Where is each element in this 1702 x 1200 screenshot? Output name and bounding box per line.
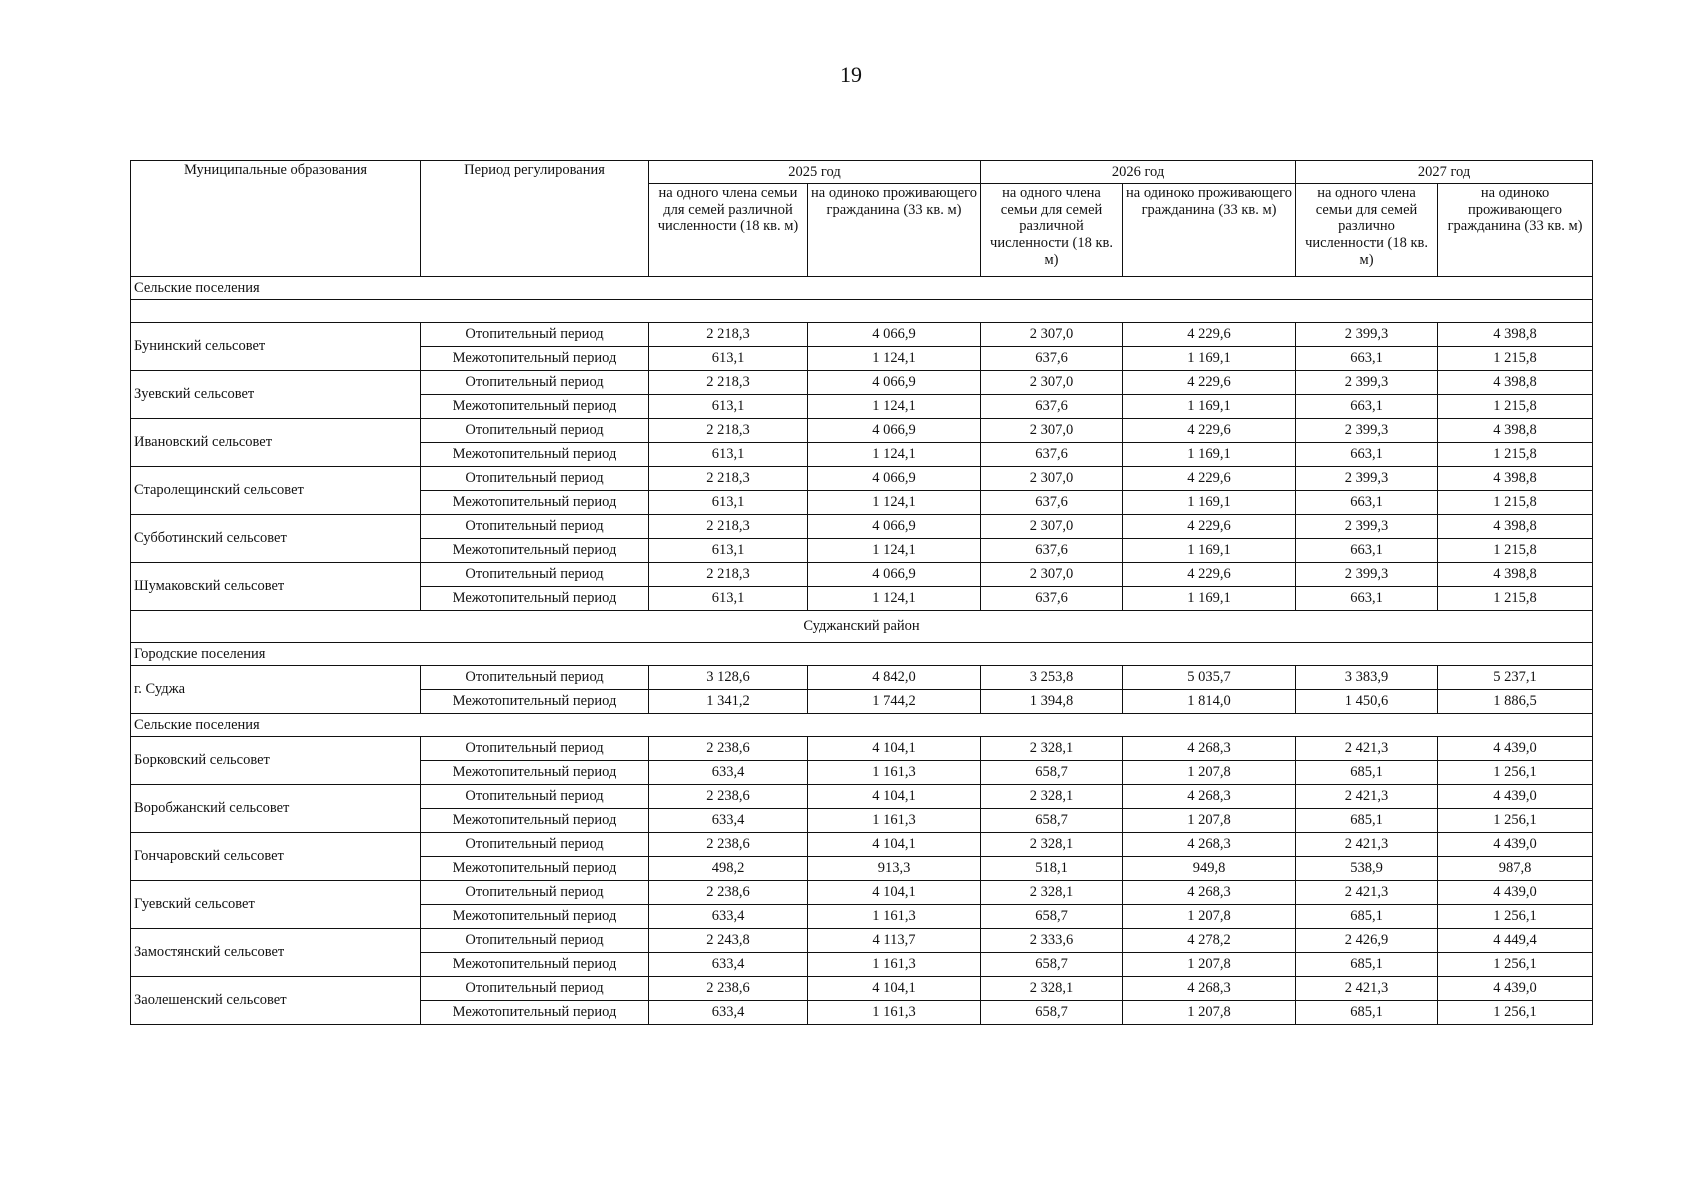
value-cell: 4 229,6 [1123,515,1296,539]
group-row [131,714,1593,737]
value-cell: 4 398,8 [1438,563,1593,587]
value-cell: 2 218,3 [649,371,808,395]
header-year-2025: 2025 год [649,161,981,184]
period-label: Межотопительный период [421,857,649,881]
value-cell: 4 439,0 [1438,977,1593,1001]
value-cell: 2 399,3 [1296,371,1438,395]
value-cell: 613,1 [649,347,808,371]
value-cell: 1 207,8 [1123,953,1296,977]
value-cell: 633,4 [649,761,808,785]
value-cell: 663,1 [1296,491,1438,515]
value-cell: 613,1 [649,395,808,419]
value-cell: 1 215,8 [1438,347,1593,371]
page-number: 19 [840,62,862,87]
value-cell: 1 886,5 [1438,690,1593,714]
value-cell: 5 237,1 [1438,666,1593,690]
period-label: Отопительный период [421,467,649,491]
value-cell: 4 398,8 [1438,323,1593,347]
value-cell: 685,1 [1296,953,1438,977]
value-cell: 613,1 [649,539,808,563]
value-cell: 2 399,3 [1296,563,1438,587]
period-label: Отопительный период [421,666,649,690]
value-cell: 2 307,0 [981,419,1123,443]
municipality-name: Замостянский сельсовет [131,929,421,977]
value-cell: 4 398,8 [1438,515,1593,539]
value-cell: 949,8 [1123,857,1296,881]
municipality-name: Воробжанский сельсовет [131,785,421,833]
value-cell: 2 307,0 [981,467,1123,491]
value-cell: 2 238,6 [649,785,808,809]
value-cell: 1 207,8 [1123,1001,1296,1025]
value-cell: 4 449,4 [1438,929,1593,953]
value-cell: 4 104,1 [808,881,981,905]
value-cell: 658,7 [981,761,1123,785]
value-cell: 1 124,1 [808,443,981,467]
value-cell: 3 383,9 [1296,666,1438,690]
value-cell: 1 256,1 [1438,953,1593,977]
period-label: Отопительный период [421,977,649,1001]
header-sub-column: на одиноко проживающего гражданина (33 кв. м) [808,184,981,277]
value-cell: 1 207,8 [1123,809,1296,833]
period-label: Отопительный период [421,563,649,587]
value-cell: 4 229,6 [1123,467,1296,491]
value-cell: 1 124,1 [808,395,981,419]
value-cell: 663,1 [1296,587,1438,611]
value-cell: 1 256,1 [1438,905,1593,929]
value-cell: 663,1 [1296,539,1438,563]
value-cell: 633,4 [649,953,808,977]
table-header [131,161,1593,277]
period-label: Отопительный период [421,419,649,443]
municipality-name: Заолешенский сельсовет [131,977,421,1025]
value-cell: 1 207,8 [1123,761,1296,785]
value-cell: 4 842,0 [808,666,981,690]
value-cell: 518,1 [981,857,1123,881]
value-cell: 1 450,6 [1296,690,1438,714]
value-cell: 4 439,0 [1438,737,1593,761]
value-cell: 4 229,6 [1123,563,1296,587]
value-cell: 2 399,3 [1296,515,1438,539]
value-cell: 1 256,1 [1438,761,1593,785]
value-cell: 637,6 [981,395,1123,419]
value-cell: 2 307,0 [981,563,1123,587]
table-row [131,833,1593,857]
value-cell: 637,6 [981,539,1123,563]
value-cell: 1 169,1 [1123,395,1296,419]
group-row [131,277,1593,300]
district-row [131,611,1593,643]
table-row [131,737,1593,761]
value-cell: 1 161,3 [808,905,981,929]
header-sub-column: на одного члена семьи для семей различной численности (18 кв. м) [981,184,1123,277]
value-cell: 2 328,1 [981,737,1123,761]
value-cell: 4 268,3 [1123,977,1296,1001]
value-cell: 1 124,1 [808,587,981,611]
value-cell: 2 307,0 [981,371,1123,395]
value-cell: 4 398,8 [1438,467,1593,491]
value-cell: 1 814,0 [1123,690,1296,714]
value-cell: 2 218,3 [649,515,808,539]
period-label: Межотопительный период [421,809,649,833]
value-cell: 2 328,1 [981,977,1123,1001]
table-row [131,977,1593,1001]
value-cell: 538,9 [1296,857,1438,881]
period-label: Отопительный период [421,515,649,539]
value-cell: 685,1 [1296,1001,1438,1025]
value-cell: 663,1 [1296,443,1438,467]
period-label: Отопительный период [421,929,649,953]
value-cell: 685,1 [1296,809,1438,833]
value-cell: 613,1 [649,443,808,467]
municipality-name: г. Суджа [131,666,421,714]
period-label: Межотопительный период [421,443,649,467]
header-sub-column: на одного члена семьи для семей различно численности (18 кв. м) [1296,184,1438,277]
group-row [131,643,1593,666]
value-cell: 2 218,3 [649,467,808,491]
group-title: Городские поселения [131,643,1593,666]
header-sub-column: на одиноко проживающего гражданина (33 кв. м) [1438,184,1593,277]
value-cell: 4 066,9 [808,323,981,347]
table-row [131,929,1593,953]
value-cell: 1 161,3 [808,809,981,833]
value-cell: 1 169,1 [1123,491,1296,515]
value-cell: 4 066,9 [808,563,981,587]
value-cell: 2 307,0 [981,515,1123,539]
value-cell: 4 066,9 [808,419,981,443]
value-cell: 4 439,0 [1438,785,1593,809]
period-label: Межотопительный период [421,347,649,371]
value-cell: 1 169,1 [1123,539,1296,563]
value-cell: 498,2 [649,857,808,881]
period-label: Межотопительный период [421,491,649,515]
period-label: Отопительный период [421,737,649,761]
value-cell: 2 328,1 [981,881,1123,905]
value-cell: 2 421,3 [1296,785,1438,809]
value-cell: 1 215,8 [1438,395,1593,419]
table-body [131,277,1593,1025]
municipality-name: Гончаровский сельсовет [131,833,421,881]
value-cell: 1 124,1 [808,539,981,563]
value-cell: 4 278,2 [1123,929,1296,953]
period-label: Отопительный период [421,371,649,395]
value-cell: 1 394,8 [981,690,1123,714]
value-cell: 2 243,8 [649,929,808,953]
header-municipality: Муниципальные образования [131,161,421,277]
municipality-name: Борковский сельсовет [131,737,421,785]
municipality-name: Субботинский сельсовет [131,515,421,563]
value-cell: 633,4 [649,1001,808,1025]
value-cell: 4 229,6 [1123,323,1296,347]
period-label: Отопительный период [421,323,649,347]
period-label: Межотопительный период [421,1001,649,1025]
value-cell: 5 035,7 [1123,666,1296,690]
header-year-2026: 2026 год [981,161,1296,184]
table-row [131,467,1593,491]
value-cell: 4 268,3 [1123,833,1296,857]
value-cell: 1 744,2 [808,690,981,714]
value-cell: 4 398,8 [1438,371,1593,395]
municipality-name: Зуевский сельсовет [131,371,421,419]
table-row [131,371,1593,395]
value-cell: 2 399,3 [1296,467,1438,491]
value-cell: 2 238,6 [649,977,808,1001]
value-cell: 658,7 [981,809,1123,833]
value-cell: 1 341,2 [649,690,808,714]
municipality-name: Ивановский сельсовет [131,419,421,467]
value-cell: 3 253,8 [981,666,1123,690]
table-row [131,785,1593,809]
district-title: Суджанский район [131,611,1593,643]
value-cell: 3 128,6 [649,666,808,690]
header-sub-column: на одного члена семьи для семей различной численности (18 кв. м) [649,184,808,277]
value-cell: 1 215,8 [1438,539,1593,563]
value-cell: 4 398,8 [1438,419,1593,443]
value-cell: 2 333,6 [981,929,1123,953]
value-cell: 1 124,1 [808,347,981,371]
period-label: Отопительный период [421,833,649,857]
value-cell: 1 161,3 [808,953,981,977]
value-cell: 1 215,8 [1438,587,1593,611]
value-cell: 633,4 [649,809,808,833]
table-row [131,419,1593,443]
value-cell: 4 268,3 [1123,881,1296,905]
value-cell: 658,7 [981,905,1123,929]
value-cell: 658,7 [981,1001,1123,1025]
period-label: Межотопительный период [421,395,649,419]
period-label: Межотопительный период [421,587,649,611]
value-cell: 2 307,0 [981,323,1123,347]
value-cell: 1 124,1 [808,491,981,515]
table-row [131,881,1593,905]
value-cell: 4 104,1 [808,785,981,809]
value-cell: 2 238,6 [649,881,808,905]
group-title: Сельские поселения [131,277,1593,300]
table-row [131,323,1593,347]
value-cell: 1 161,3 [808,761,981,785]
value-cell: 4 104,1 [808,977,981,1001]
value-cell: 637,6 [981,587,1123,611]
value-cell: 613,1 [649,587,808,611]
value-cell: 613,1 [649,491,808,515]
value-cell: 2 399,3 [1296,323,1438,347]
value-cell: 4 066,9 [808,371,981,395]
value-cell: 1 256,1 [1438,1001,1593,1025]
header-period: Период регулирования [421,161,649,277]
value-cell: 4 104,1 [808,737,981,761]
period-label: Отопительный период [421,881,649,905]
value-cell: 2 421,3 [1296,977,1438,1001]
value-cell: 2 421,3 [1296,881,1438,905]
value-cell: 1 215,8 [1438,443,1593,467]
value-cell: 1 207,8 [1123,905,1296,929]
value-cell: 913,3 [808,857,981,881]
value-cell: 2 399,3 [1296,419,1438,443]
period-label: Межотопительный период [421,539,649,563]
tariff-table [130,160,1593,1025]
period-label: Межотопительный период [421,690,649,714]
value-cell: 637,6 [981,347,1123,371]
value-cell: 4 268,3 [1123,785,1296,809]
municipality-name: Шумаковский сельсовет [131,563,421,611]
value-cell: 4 229,6 [1123,419,1296,443]
group-title: Сельские поселения [131,714,1593,737]
value-cell: 685,1 [1296,905,1438,929]
municipality-name: Старолещинский сельсовет [131,467,421,515]
value-cell: 685,1 [1296,761,1438,785]
municipality-name: Бунинский сельсовет [131,323,421,371]
value-cell: 663,1 [1296,395,1438,419]
value-cell: 2 238,6 [649,833,808,857]
municipality-name: Гуевский сельсовет [131,881,421,929]
value-cell: 1 256,1 [1438,809,1593,833]
table-row [131,666,1593,690]
value-cell: 987,8 [1438,857,1593,881]
value-cell: 4 268,3 [1123,737,1296,761]
value-cell: 4 229,6 [1123,371,1296,395]
period-label: Отопительный период [421,785,649,809]
value-cell: 637,6 [981,491,1123,515]
period-label: Межотопительный период [421,761,649,785]
value-cell: 4 439,0 [1438,833,1593,857]
value-cell: 4 066,9 [808,467,981,491]
value-cell: 2 218,3 [649,563,808,587]
table-row [131,563,1593,587]
value-cell: 4 439,0 [1438,881,1593,905]
value-cell: 2 421,3 [1296,833,1438,857]
spacer-cell [131,300,1593,323]
value-cell: 637,6 [981,443,1123,467]
period-label: Межотопительный период [421,905,649,929]
value-cell: 2 218,3 [649,419,808,443]
header-sub-column: на одиноко проживающего гражданина (33 кв. м) [1123,184,1296,277]
period-label: Межотопительный период [421,953,649,977]
value-cell: 2 426,9 [1296,929,1438,953]
value-cell: 2 421,3 [1296,737,1438,761]
spacer-row [131,300,1593,323]
value-cell: 663,1 [1296,347,1438,371]
value-cell: 2 328,1 [981,833,1123,857]
value-cell: 2 328,1 [981,785,1123,809]
table-row [131,515,1593,539]
value-cell: 1 215,8 [1438,491,1593,515]
header-year-2027: 2027 год [1296,161,1593,184]
value-cell: 2 238,6 [649,737,808,761]
value-cell: 1 169,1 [1123,587,1296,611]
value-cell: 1 169,1 [1123,443,1296,467]
value-cell: 4 066,9 [808,515,981,539]
value-cell: 4 113,7 [808,929,981,953]
value-cell: 633,4 [649,905,808,929]
value-cell: 1 169,1 [1123,347,1296,371]
value-cell: 4 104,1 [808,833,981,857]
value-cell: 1 161,3 [808,1001,981,1025]
value-cell: 658,7 [981,953,1123,977]
value-cell: 2 218,3 [649,323,808,347]
